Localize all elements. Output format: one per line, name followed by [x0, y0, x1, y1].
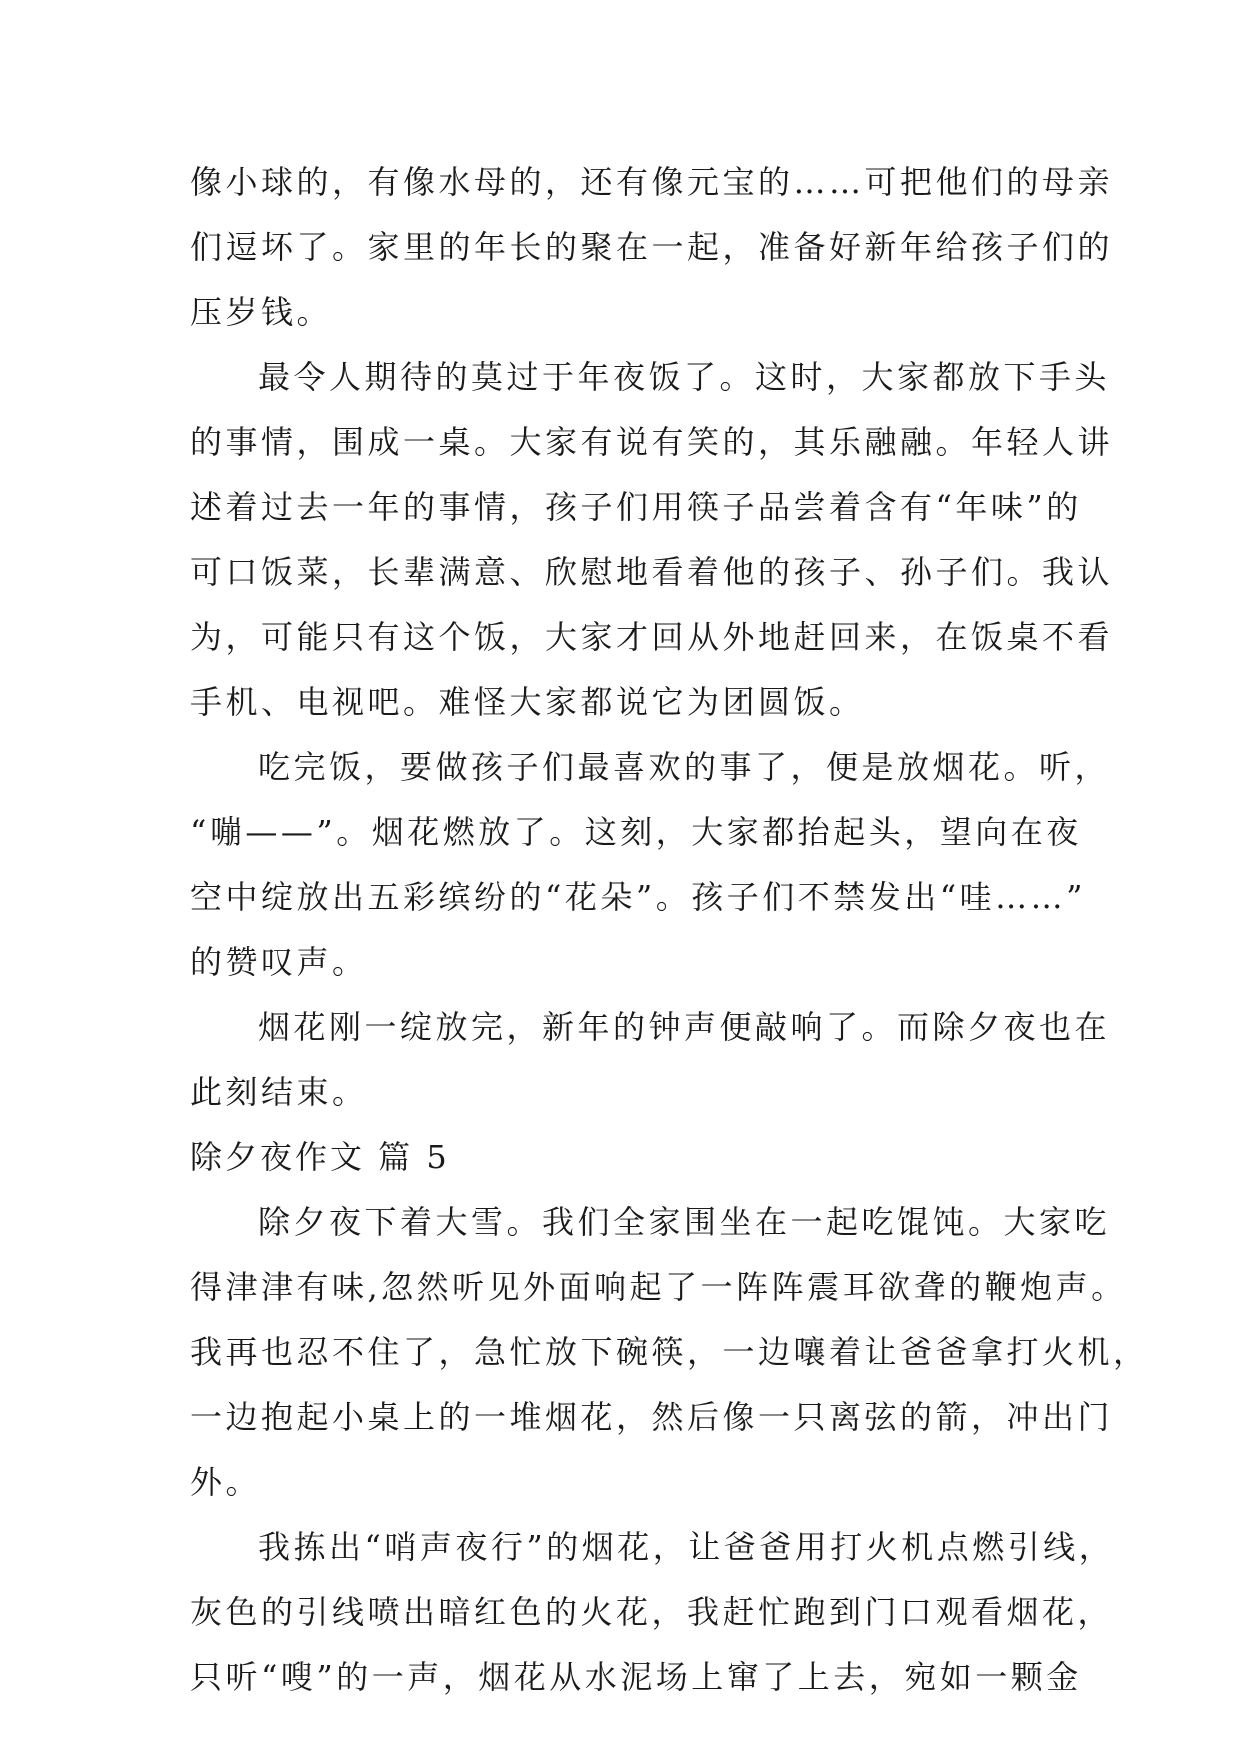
text-line: 外。: [190, 1463, 262, 1501]
paragraph-first-line: 我拣出“哨声夜行”的烟花，让爸爸用打火机点燃引线，: [258, 1528, 1115, 1566]
paragraph-first-line: 除夕夜下着大雪。我们全家围坐在一起吃馄饨。大家吃: [258, 1203, 1111, 1241]
paragraph-first-line: 烟花刚一绽放完，新年的钟声便敲响了。而除夕夜也在: [258, 1008, 1111, 1046]
text-line: 的事情，围成一桌。大家有说有笑的，其乐融融。年轻人讲: [190, 423, 1114, 461]
text-line: “嘣——”。烟花燃放了。这刻，大家都抬起头，望向在夜: [190, 813, 1082, 851]
text-line: 述着过去一年的事情，孩子们用筷子品尝着含有“年味”的: [190, 488, 1082, 526]
text-line: 空中绽放出五彩缤纷的“花朵”。孩子们不禁发出“哇……”: [190, 878, 1086, 916]
text-line: 得津津有味,忽然听见外面响起了一阵阵震耳欲聋的鞭炮声。: [190, 1268, 1127, 1306]
text-line: 手机、电视吧。难怪大家都说它为团圆饭。: [190, 683, 865, 721]
text-line: 只听“嗖”的一声，烟花从水泥场上窜了上去，宛如一颗金: [190, 1658, 1082, 1696]
text-line: 此刻结束。: [190, 1073, 368, 1111]
text-line: 的赞叹声。: [190, 943, 368, 981]
paragraph-first-line: 最令人期待的莫过于年夜饭了。这时，大家都放下手头: [258, 358, 1111, 396]
section-heading: 除夕夜作文 篇 5: [190, 1138, 450, 1176]
text-line: 像小球的，有像水母的，还有像元宝的……可把他们的母亲: [190, 163, 1114, 201]
essay-text: [190, 150, 1149, 1710]
text-line: 可口饭菜，长辈满意、欣慰地看着他的孩子、孙子们。我认: [190, 553, 1114, 591]
text-line: 压岁钱。: [190, 293, 333, 331]
text-line: 我再也忍不住了，急忙放下碗筷，一边嚷着让爸爸拿打火机，: [190, 1333, 1149, 1371]
text-line: 灰色的引线喷出暗红色的火花，我赶忙跑到门口观看烟花，: [190, 1593, 1114, 1631]
paragraph-first-line: 吃完饭，要做孩子们最喜欢的事了，便是放烟花。听，: [258, 748, 1111, 786]
text-line: 一边抱起小桌上的一堆烟花，然后像一只离弦的箭，冲出门: [190, 1398, 1114, 1436]
text-line: 们逗坏了。家里的年长的聚在一起，准备好新年给孩子们的: [190, 228, 1114, 266]
text-line: 为，可能只有这个饭，大家才回从外地赶回来，在饭桌不看: [190, 618, 1114, 656]
